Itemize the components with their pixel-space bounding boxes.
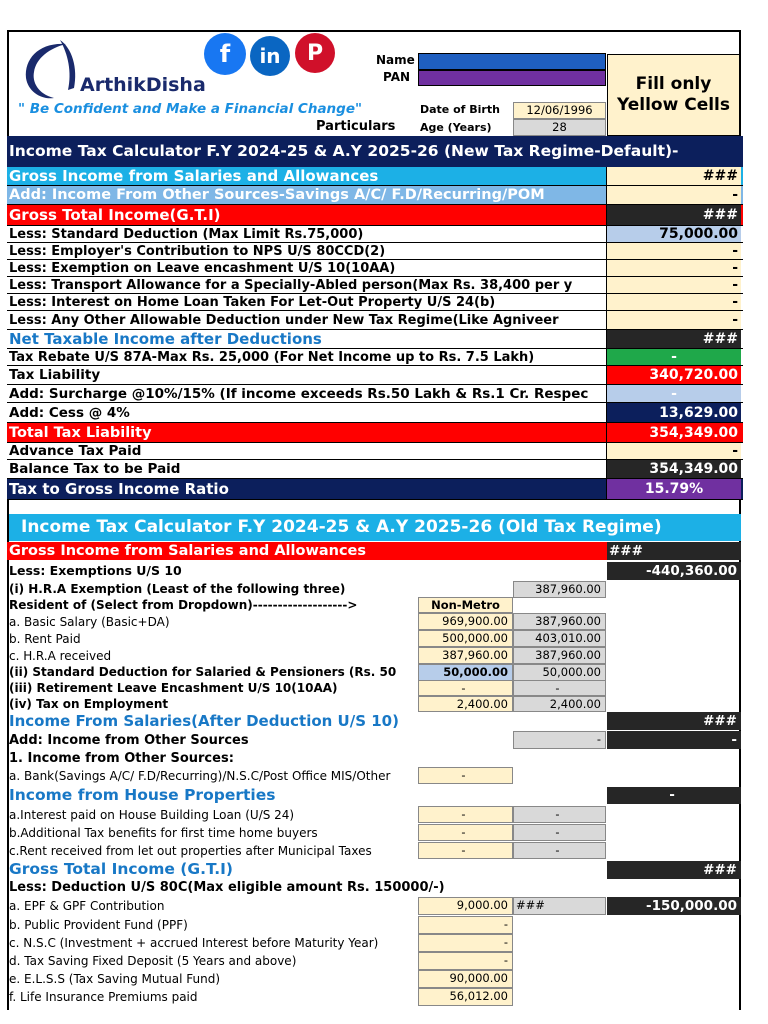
hra-received-label: c. H.R.A received — [9, 649, 112, 663]
total-tax-liability-label: Total Tax Liability — [9, 425, 152, 441]
standard-deduction-label: Less: Standard Deduction (Max Limit Rs.75,000) — [9, 227, 364, 242]
house-a-output: - — [513, 806, 606, 823]
gross-total-income-value: ### — [702, 207, 738, 223]
leave-label: (iii) Retirement Leave Encashment U/S 10(10AA) — [9, 681, 338, 695]
house-a-label: a.Interest paid on House Building Loan (U/S 24) — [9, 808, 295, 822]
row-gross-salary — [7, 167, 743, 186]
rent-label: b. Rent Paid — [9, 632, 81, 646]
fd-label: d. Tax Saving Fixed Deposit (5 Years and above) — [9, 954, 297, 968]
bank-label: a. Bank(Savings A/C/ F.D/Recurring)/N.S.C/Post Office MIS/Other — [9, 769, 391, 783]
row-advance-tax — [7, 443, 743, 460]
advance-tax-label: Advance Tax Paid — [9, 443, 142, 459]
gti-label: Gross Total Income (G.T.I) — [9, 860, 233, 878]
facebook-icon[interactable]: f — [204, 33, 246, 75]
surcharge-label: Add: Surcharge @10%/15% (If income exceeds Rs.50 Lakh & Rs.1 Cr. Respec — [9, 386, 589, 402]
std-deduction-input[interactable]: 50,000.00 — [418, 664, 513, 681]
tax-liability-label: Tax Liability — [9, 367, 101, 383]
name-field[interactable] — [418, 53, 606, 70]
dob-label: Date of Birth — [420, 103, 500, 116]
fd-input[interactable]: - — [418, 952, 513, 970]
gross-salary-cell — [606, 167, 741, 185]
brand-name: ArthikDisha — [80, 74, 206, 96]
other-sources-value: - — [732, 187, 738, 203]
other-deduction-cell[interactable] — [606, 311, 741, 329]
elss-label: e. E.L.S.S (Tax Saving Mutual Fund) — [9, 972, 221, 986]
nsc-label: c. N.S.C (Investment + accrued Interest before Maturity Year) — [9, 936, 379, 950]
old-gross-salary-label: Gross Income from Salaries and Allowances — [7, 542, 607, 560]
row-net-taxable-income — [7, 330, 743, 349]
balance-tax-value: 354,349.00 — [649, 461, 738, 477]
hra-received-output: 387,960.00 — [513, 647, 606, 664]
other-sources-cell[interactable] — [606, 186, 741, 204]
old-regime-title: Income Tax Calculator F.Y 2024-25 & A.Y 2025-26 (Old Tax Regime) — [9, 514, 741, 541]
advance-tax-value: - — [732, 443, 738, 459]
leave-encashment-label: Less: Exemption on Leave encashment U/S 10(10AA) — [9, 261, 396, 276]
other-sources-label: Add: Income from Other Sources — [9, 733, 249, 748]
house-c-input[interactable]: - — [418, 842, 513, 859]
age-value: 28 — [513, 119, 606, 136]
tax-ratio-cell — [606, 479, 741, 499]
resident-label: Resident of (Select from Dropdown)-------------------> — [9, 598, 358, 612]
advance-tax-cell[interactable] — [606, 443, 741, 459]
new-regime-title: Income Tax Calculator F.Y 2024-25 & A.Y 2025-26 (New Tax Regime-Default)- — [7, 136, 743, 167]
net-taxable-income-cell — [606, 330, 741, 348]
ptax-label: (iv) Tax on Employment — [9, 697, 169, 711]
cess-label: Add: Cess @ 4% — [9, 405, 130, 421]
row-tax-rebate-87a — [7, 349, 743, 366]
net-taxable-income-label: Net Taxable Income after Deductions — [9, 330, 322, 348]
epf-input[interactable]: 9,000.00 — [418, 897, 513, 915]
age-label: Age (Years) — [420, 121, 492, 134]
pan-field[interactable] — [418, 70, 606, 86]
basic-input[interactable]: 969,900.00 — [418, 613, 513, 630]
leave-encashment-value: - — [732, 260, 738, 276]
house-b-output: - — [513, 824, 606, 841]
house-b-label: b.Additional Tax benefits for first time home buyers — [9, 826, 318, 840]
epf-label: a. EPF & GPF Contribution — [9, 899, 165, 913]
row-standard-deduction — [7, 226, 743, 243]
surcharge-cell — [606, 385, 741, 402]
gross-total-income-cell — [606, 205, 741, 225]
row-transport-allowance — [7, 277, 743, 294]
bank-input[interactable]: - — [418, 767, 513, 784]
pan-label: PAN — [383, 70, 411, 84]
std-deduction-output: 50,000.00 — [513, 664, 606, 681]
exemptions-value: -440,360.00 — [607, 562, 741, 580]
gross-salary-value: ### — [702, 168, 738, 184]
other-sources-value: - — [607, 731, 741, 749]
ptax-output: 2,400.00 — [513, 696, 606, 712]
basic-output: 387,960.00 — [513, 613, 606, 630]
ded80c-total: -150,000.00 — [607, 897, 741, 915]
epf-mid: ### — [513, 897, 606, 915]
transport-allowance-cell[interactable] — [606, 277, 741, 293]
transport-allowance-label: Less: Transport Allowance for a Specially-Abled person(Max Rs. 38,400 per y — [9, 278, 573, 293]
home-loan-interest-cell[interactable] — [606, 294, 741, 310]
net-taxable-income-value: ### — [702, 331, 738, 347]
balance-tax-label: Balance Tax to be Paid — [9, 461, 181, 477]
basic-label: a. Basic Salary (Basic+DA) — [9, 615, 170, 629]
nps-80ccd2-label: Less: Employer's Contribution to NPS U/S 80CCD(2) — [9, 244, 386, 259]
row-gross-total-income — [7, 205, 743, 226]
hra-value: 387,960.00 — [513, 581, 606, 598]
tax-rebate-87a-label: Tax Rebate U/S 87A-Max Rs. 25,000 (For Net Income up to Rs. 7.5 Lakh) — [9, 350, 535, 365]
house-c-output: - — [513, 842, 606, 859]
other-deduction-label: Less: Any Other Allowable Deduction under New Tax Regime(Like Agniveer — [9, 313, 559, 328]
salary-after-ded-label: Income From Salaries(After Deduction U/S 10) — [9, 712, 399, 730]
nsc-input[interactable]: - — [418, 934, 513, 952]
standard-deduction-cell — [606, 226, 741, 242]
leave-encashment-cell[interactable] — [606, 260, 741, 276]
row-surcharge — [7, 385, 743, 403]
lic-input[interactable]: 56,012.00 — [418, 988, 513, 1006]
tax-rebate-87a-value: - — [671, 349, 677, 365]
other-sources-mid: - — [513, 731, 606, 749]
ptax-input[interactable]: 2,400.00 — [418, 696, 513, 712]
other-deduction-value: - — [732, 312, 738, 328]
gross-total-income-label: Gross Total Income(G.T.I) — [9, 206, 221, 224]
leave-input[interactable]: - — [418, 680, 513, 696]
other-sources-label: Add: Income From Other Sources-Savings A/C/ F.D/Recurring/POM — [9, 187, 545, 203]
ppf-input[interactable]: - — [418, 916, 513, 934]
pinterest-icon[interactable]: P — [295, 33, 335, 73]
lic-label: f. Life Insurance Premiums paid — [9, 990, 198, 1004]
house-a-input[interactable]: - — [418, 806, 513, 823]
row-leave-encashment — [7, 260, 743, 277]
row-total-tax-liability — [7, 423, 743, 443]
resident-dropdown[interactable]: Non-Metro — [418, 597, 513, 613]
tax-liability-value: 340,720.00 — [649, 367, 738, 383]
elss-input[interactable]: 90,000.00 — [418, 970, 513, 988]
row-nps-80ccd2 — [7, 243, 743, 260]
row-tax-liability — [7, 366, 743, 385]
home-loan-interest-label: Less: Interest on Home Loan Taken For Let-Out Property U/S 24(b) — [9, 295, 496, 310]
house-b-input[interactable]: - — [418, 824, 513, 841]
row-tax-ratio — [7, 479, 743, 500]
dob-field[interactable]: 12/06/1996 — [513, 102, 606, 119]
surcharge-value: - — [671, 386, 677, 402]
nps-80ccd2-cell[interactable] — [606, 243, 741, 259]
rent-output: 403,010.00 — [513, 630, 606, 647]
other-sources-head: 1. Income from Other Sources: — [9, 751, 234, 766]
fill-yellow-note: Fill only Yellow Cells — [607, 54, 740, 136]
standard-deduction-value: 75,000.00 — [659, 226, 738, 242]
exemptions-label: Less: Exemptions U/S 10 — [9, 563, 182, 578]
house-label: Income from House Properties — [9, 786, 276, 804]
row-cess — [7, 403, 743, 423]
house-c-label: c.Rent received from let out properties after Municipal Taxes — [9, 844, 372, 858]
name-label: Name — [376, 53, 415, 67]
tax-liability-cell — [606, 366, 741, 384]
hra-received-input[interactable]: 387,960.00 — [418, 647, 513, 664]
salary-after-ded-value: ### — [607, 712, 741, 730]
row-home-loan-interest — [7, 294, 743, 311]
house-value: - — [607, 787, 741, 804]
tax-ratio-value: 15.79% — [644, 481, 704, 497]
tax-ratio-label: Tax to Gross Income Ratio — [9, 480, 229, 498]
hra-label: (i) H.R.A Exemption (Least of the following three) — [9, 582, 346, 596]
cess-value: 13,629.00 — [659, 405, 738, 421]
leave-output: - — [513, 680, 606, 696]
transport-allowance-value: - — [732, 277, 738, 293]
ded80c-label: Less: Deduction U/S 80C(Max eligible amount Rs. 150000/-) — [9, 880, 445, 895]
linkedin-icon[interactable]: in — [250, 36, 290, 76]
std-deduction-label: (ii) Standard Deduction for Salaried & Pensioners (Rs. 50 — [9, 665, 397, 679]
gross-salary-label: Gross Income from Salaries and Allowances — [9, 167, 379, 185]
row-other-deduction — [7, 311, 743, 330]
rent-input[interactable]: 500,000.00 — [418, 630, 513, 647]
row-other-sources — [7, 186, 743, 205]
old-gross-salary-value: ### — [607, 542, 741, 560]
particulars-label: Particulars — [316, 119, 396, 134]
ppf-label: b. Public Provident Fund (PPF) — [9, 918, 188, 932]
tax-rebate-87a-cell — [606, 349, 741, 365]
balance-tax-cell — [606, 460, 741, 478]
tagline: " Be Confident and Make a Financial Change" — [18, 101, 363, 117]
nps-80ccd2-value: - — [732, 243, 738, 259]
home-loan-interest-value: - — [732, 294, 738, 310]
row-balance-tax — [7, 460, 743, 479]
cess-cell — [606, 403, 741, 422]
gti-value: ### — [607, 861, 741, 879]
total-tax-liability-cell — [606, 423, 741, 442]
total-tax-liability-value: 354,349.00 — [649, 425, 738, 441]
